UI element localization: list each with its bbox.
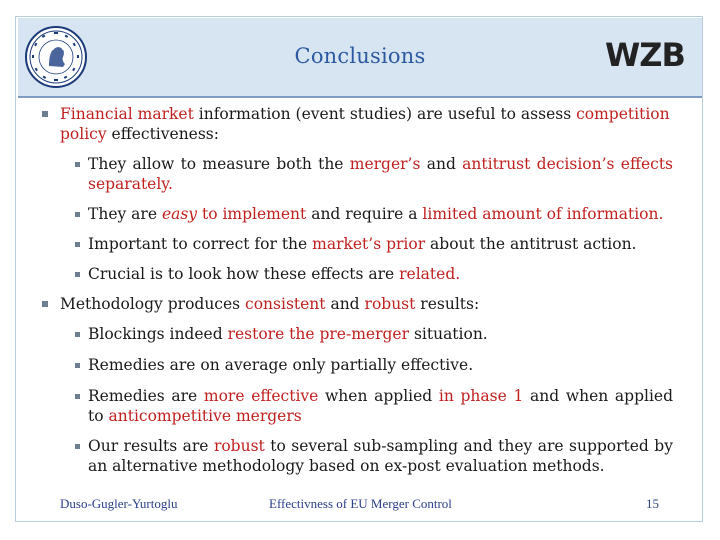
body-text: Methodology produces [60,295,246,313]
body-text: results: [415,295,480,313]
body-text: to several sub-sampling and they are supported by an alternative methodology based on ex-post evaluation methods. [88,437,673,475]
body-text: when applied [318,387,439,405]
body-text: Important to correct for the [88,235,313,253]
highlight-text: robust [364,295,416,313]
subbullet-effects-related [88,264,688,284]
subbullet-blockings [88,324,688,344]
bullet-square-icon [75,332,80,337]
slide-title: Conclusions [294,44,426,68]
university-seal-icon [25,26,87,88]
body-text: and [325,295,365,313]
wzb-logo: WZB [605,36,685,74]
header-divider [18,96,702,98]
body-text: Remedies are on average only partially effective. [88,356,474,374]
highlight-text: market’s prior [312,235,426,253]
highlight-text: restore the pre-merger [227,325,410,343]
body-text: about the antitrust action. [425,235,637,253]
body-text: information (event studies) are useful to assess [193,105,577,123]
bullet-square-icon [75,444,80,449]
bullet-square-icon [75,162,80,167]
highlight-text: easy [161,205,198,223]
body-text: They allow to measure both the [88,155,350,173]
highlight-text: limited amount of information. [422,205,664,223]
highlight-text: more effective [203,387,319,405]
bullet-square-icon [42,301,48,307]
body-text: Crucial is to look how these effects are [88,265,400,283]
body-text: Remedies are [88,387,204,405]
subbullet-robust-results [88,436,673,476]
bullet-square-icon [75,212,80,217]
highlight-text: merger’s [349,155,421,173]
highlight-text: related. [399,265,461,283]
footer-page-number: 15 [646,496,659,511]
bullet-methodology [60,294,680,314]
subbullet-easy-implement [88,204,688,224]
subbullet-remedies-effective [88,386,673,426]
subbullet-measure-effects [88,154,673,194]
body-text: effectiveness: [106,125,219,143]
footer-authors: Duso-Gugler-Yurtoglu [60,496,178,511]
bullet-square-icon [42,111,48,117]
bullet-square-icon [75,394,80,399]
subbullet-market-prior [88,234,688,254]
body-text: Blockings indeed [88,325,228,343]
highlight-text: to implement [197,205,307,223]
body-text: and when applied to [88,387,674,425]
bullet-square-icon [75,363,80,368]
bullet-square-icon [75,242,80,247]
bullet-square-icon [75,272,80,277]
highlight-text: anticompetitive mergers [108,407,302,425]
highlight-text: competition policy [60,105,670,143]
body-text: and require a [306,205,423,223]
highlight-text: robust [213,437,265,455]
highlight-text: consistent [245,295,326,313]
body-text: Our results are [88,437,214,455]
highlight-text: Financial market [60,105,194,123]
body-text: and [420,155,463,173]
bullet-financial-market [60,104,680,144]
subbullet-remedies-partial [88,355,688,375]
footer-talk-title: Effectivness of EU Merger Control [269,496,452,511]
highlight-text: in phase 1 [438,387,524,405]
highlight-text: antitrust decision’s effects separately. [88,155,674,193]
body-text: They are [88,205,162,223]
body-text: situation. [409,325,488,343]
